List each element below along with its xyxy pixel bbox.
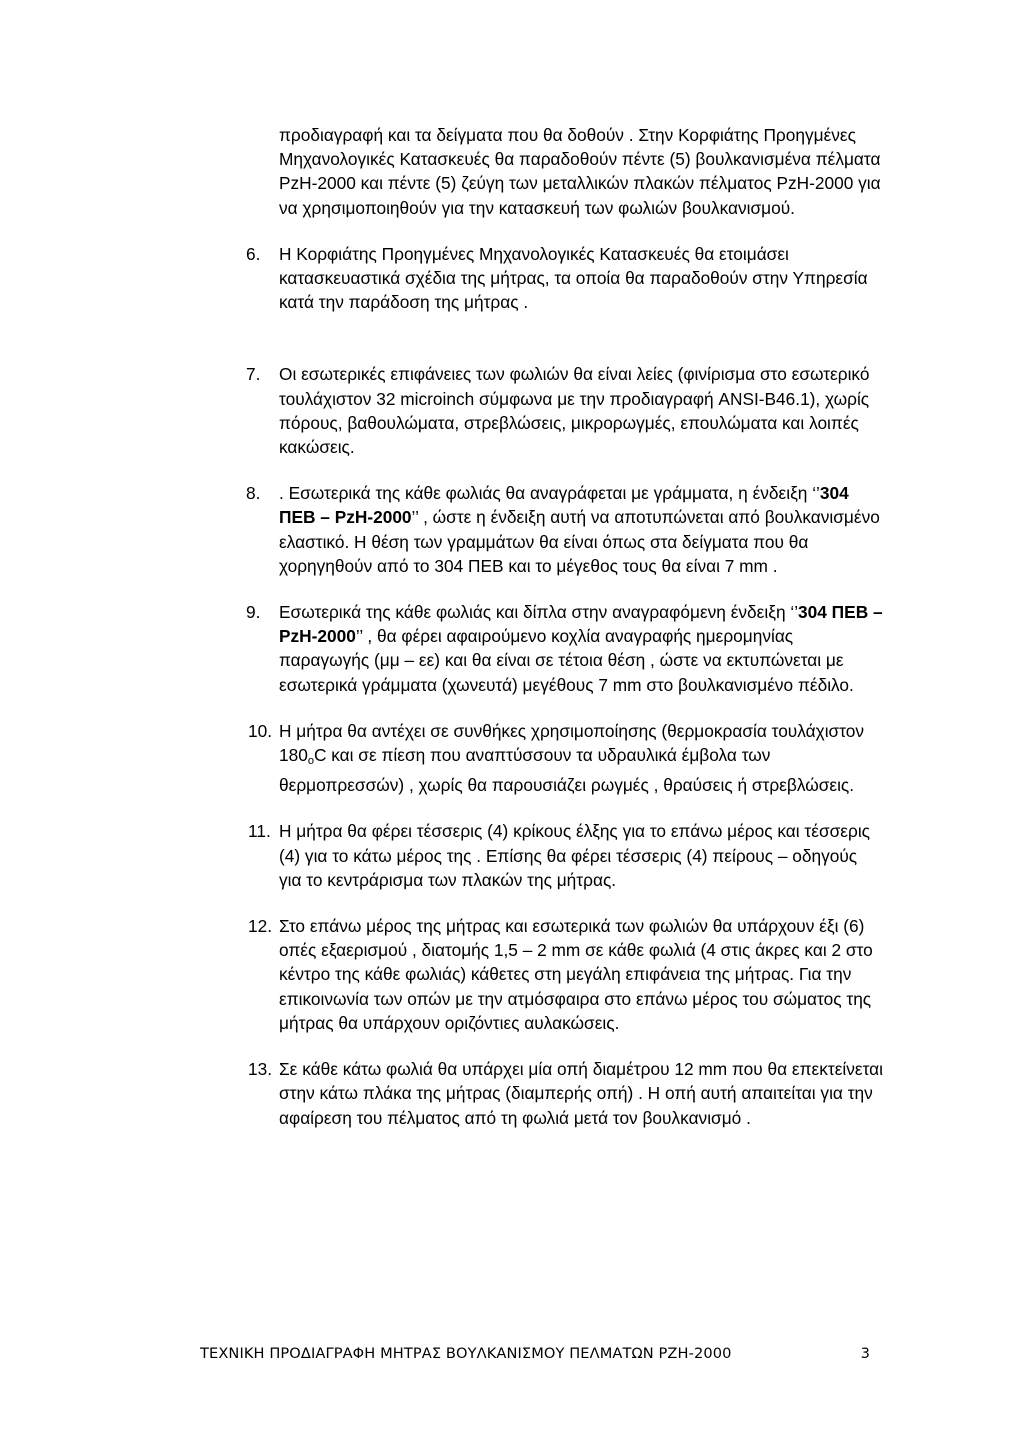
item-text: Η μήτρα θα φέρει τέσσερις (4) κρίκους έλξης για το επάνω μέρος και τέσσερις (4) για το κάτω μέρος της . Επίσης θα φέρει τέσσερις (4) πείρους – οδηγούς για το κεντράρισμα των πλακών της μήτρας.: [279, 821, 870, 890]
item-text: Οι εσωτερικές επιφάνειες των φωλιών θα είναι λείες (φινίρισμα στο εσωτερικό τουλάχιστον 32 microinch σύμφωνα με την προδιαγραφή ANSI-B46.1), χωρίς πόρους, βαθουλώματα, στρεβλώσεις, μικρορωγμές, επουλώματα και λοιπές κακώσεις.: [279, 364, 870, 458]
list-item-11: [248, 819, 884, 892]
item-text-before: . Εσωτερικά της κάθε φωλιάς θα αναγράφεται με γράμματα, η ένδειξη ‘’: [279, 483, 820, 504]
item-number: 11.: [248, 821, 271, 842]
item-text-after: C και σε πίεση που αναπτύσσουν τα υδραυλικά έμβολα των θερμοπρεσσών) , χωρίς θα παρουσιάζει ρωγμές , θραύσεις ή στρεβλώσεις.: [279, 745, 855, 796]
list-item-13: [248, 1057, 884, 1130]
item-text-before: Η μήτρα θα αντέχει σε συνθήκες χρησιμοποίησης (θερμοκρασία τουλάχιστον 180: [279, 720, 865, 766]
item-bold-marking: 304 ΠΕΒ – PzH-2000: [279, 483, 849, 528]
list-item-12: [248, 914, 884, 1035]
item-bold-marking: 304 ΠΕΒ – PzH-2000: [279, 602, 883, 647]
list-item-9: [246, 600, 884, 697]
item-number: 10.: [248, 720, 273, 741]
footer-title: ΤΕΧΝΙΚΗ ΠΡΟΔΙΑΓΡΑΦΗ ΜΗΤΡΑΣ ΒΟΥΛΚΑΝΙΣΜΟΥ ΠΕΛΜΑΤΩΝ PZH-2000: [200, 1345, 732, 1362]
item-number: 9.: [246, 602, 261, 623]
list-item-6: [246, 242, 884, 315]
item-text: Σε κάθε κάτω φωλιά θα υπάρχει μία οπή διαμέτρου 12 mm που θα επεκτείνεται στην κάτω πλάκα της μήτρας (διαμπερής οπή) . Η οπή αυτή απαιτείται για την αφαίρεση του πέλματος από τη φωλιά μετά τον βουλκανισμό .: [279, 1059, 884, 1128]
item-text-before: Εσωτερικά της κάθε φωλιάς και δίπλα στην αναγραφόμενη ένδειξη ‘’: [279, 602, 799, 623]
list-item-7: [246, 362, 884, 459]
document-body: [246, 123, 884, 1152]
item-number: 8.: [246, 483, 261, 504]
item-text-after: ’’ , θα φέρει αφαιρούμενο κοχλία αναγραφής ημερομηνίας παραγωγής (μμ – εε) και θα είναι σε τέτοια θέση , ώστε να εκτυπώνεται με εσωτερικά γράμματα (χωνευτά) μεγέθους 7 mm στο βουλκανισμένο πέδιλο.: [279, 626, 854, 695]
list-item-10: [248, 719, 884, 798]
list-item-8: [246, 481, 884, 578]
item-number: 6.: [246, 243, 261, 264]
degree-symbol: o: [307, 755, 314, 768]
item-number: 7.: [246, 364, 261, 385]
item-number: 13.: [248, 1059, 273, 1080]
item-text: Η Κορφιάτης Προηγμένες Μηχανολογικές Κατασκευές θα ετοιμάσει κατασκευαστικά σχέδια της μήτρας, τα οποία θα παραδοθούν στην Υπηρεσία κατά την παράδοση της μήτρας .: [279, 243, 868, 313]
intro-paragraph: προδιαγραφή και τα δείγματα που θα δοθούν . Στην Κορφιάτης Προηγμένες Μηχανολογικές Κατασκευές θα παραδοθούν πέντε (5) βουλκανισμένα πέλματα PzH-2000 και πέντε (5) ζεύγη των μεταλλικών πλακών πέλματος PzH-2000 για να χρησιμοποιηθούν για την κατασκευή των φωλιών βουλκανισμού.: [279, 125, 881, 218]
item-text: Στο επάνω μέρος της μήτρας και εσωτερικά των φωλιών θα υπάρχουν έξι (6) οπές εξαερισμού , διατομής 1,5 – 2 mm σε κάθε φωλιά (4 στις άκρες και 2 στο κέντρο της κάθε φωλιάς) κάθετες στη μεγάλη επιφάνεια της μήτρας. Για την επικοινωνία των οπών με την ατμόσφαιρα στο επάνω μέρος του σώματος της μήτρας θα υπάρχουν οριζόντιες αυλακώσεις.: [279, 916, 873, 1033]
item-number: 12.: [248, 916, 273, 937]
item-text-after: ’’ , ώστε η ένδειξη αυτή να αποτυπώνεται από βουλκανισμένο ελαστικό. Η θέση των γραμμάτων θα είναι όπως στα δείγματα που θα χορηγηθούν από το 304 ΠΕΒ και το μέγεθος τους θα είναι 7 mm .: [279, 507, 880, 576]
page-number: 3: [860, 1345, 870, 1362]
